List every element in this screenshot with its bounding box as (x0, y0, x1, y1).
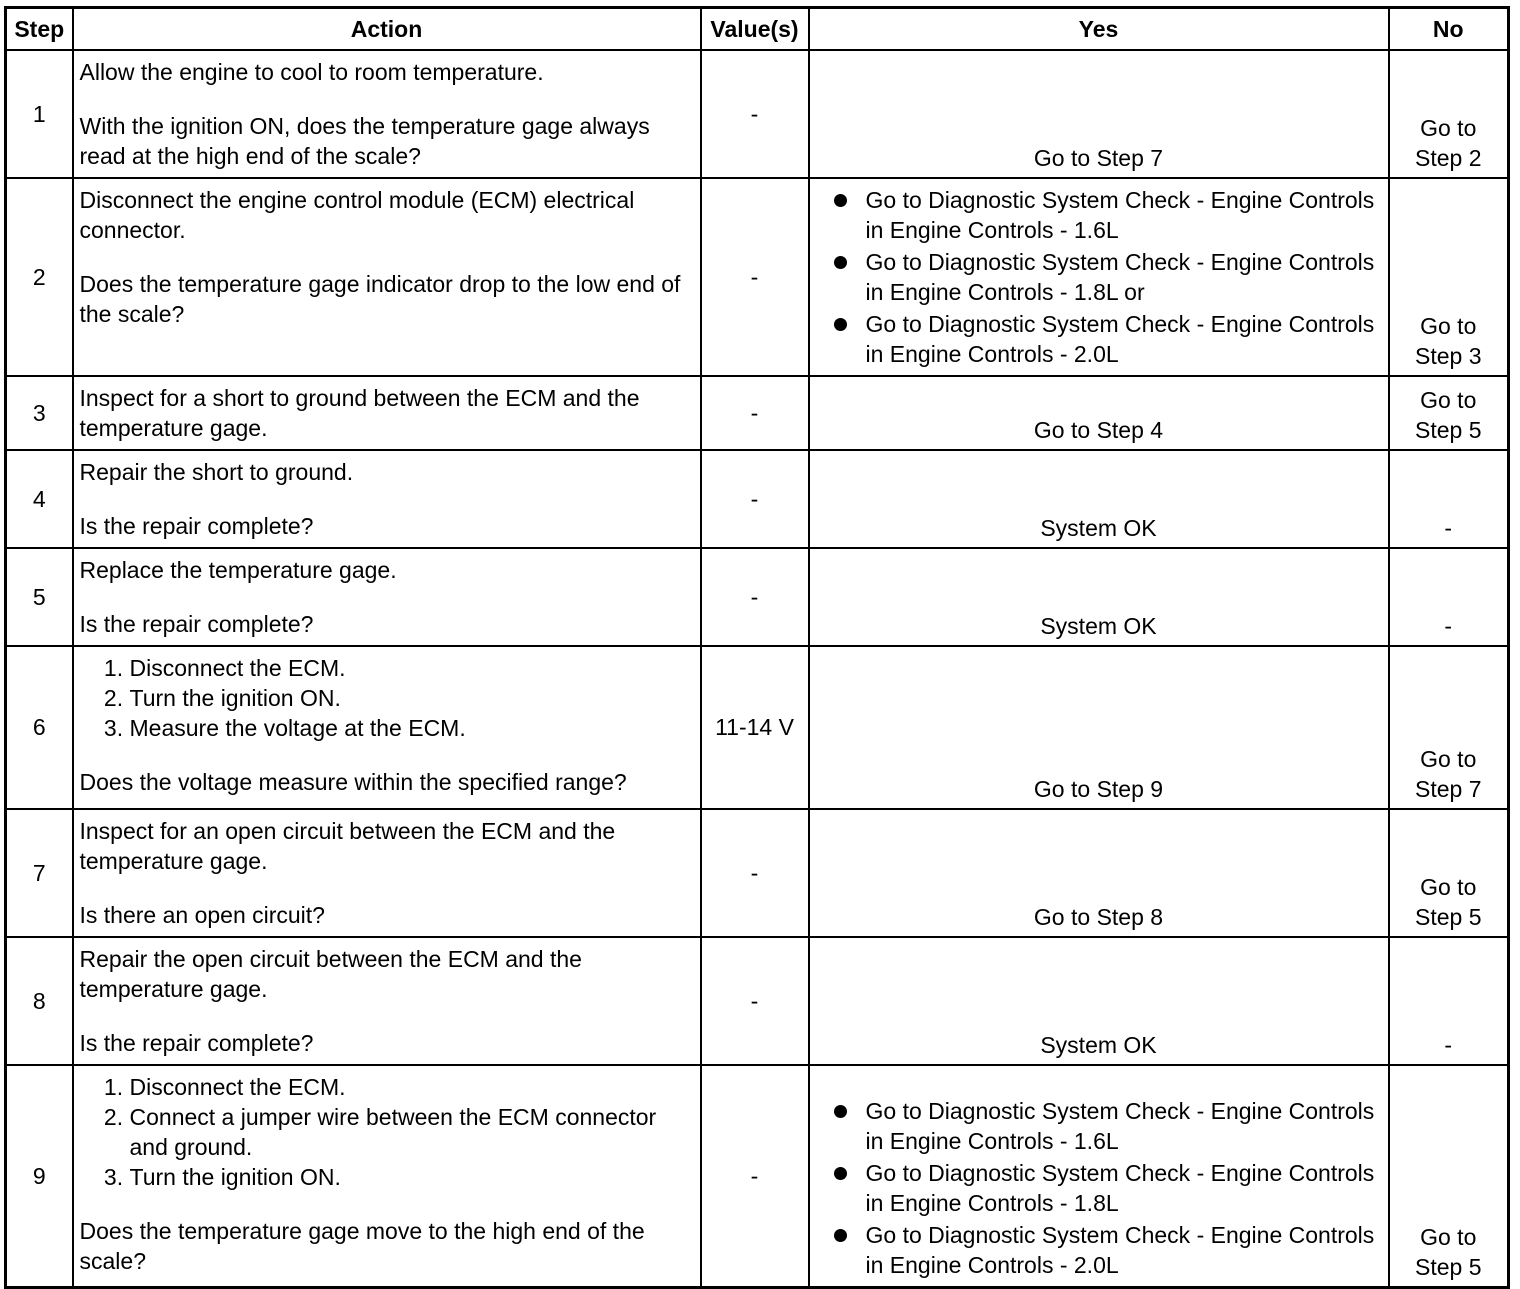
yes-cell (809, 178, 1389, 376)
action-question: Is the repair complete? (79, 512, 314, 539)
diagnostic-table (4, 6, 1510, 1289)
no-cell: Go to Step 3 (1389, 178, 1509, 376)
yes-cell: Go to Step 4 (809, 376, 1389, 450)
step-number: 6 (6, 646, 73, 809)
table-row (6, 376, 1509, 450)
header-no: No (1389, 8, 1509, 50)
yes-cell: Go to Step 9 (809, 646, 1389, 809)
step-number: 2 (6, 178, 73, 376)
table-row (6, 50, 1509, 178)
action-text: Allow the engine to cool to room temperature. (79, 58, 544, 85)
value-cell: - (701, 1065, 809, 1288)
action-text: Inspect for an open circuit between the ECM and the temperature gage. (79, 817, 616, 874)
action-steps (80, 1072, 694, 1192)
yes-cell (809, 1065, 1389, 1288)
list-item: Go to Diagnostic System Check - Engine Controls in Engine Controls - 1.8L or (828, 247, 1382, 307)
value-cell: 11-14 V (701, 646, 809, 809)
table-row (6, 450, 1509, 548)
action-text: Disconnect the engine control module (ECM) electrical connector. (79, 186, 635, 243)
header-yes: Yes (809, 8, 1389, 50)
header-step: Step (6, 8, 73, 50)
table-row (6, 1065, 1509, 1288)
action-cell (73, 450, 701, 548)
value-cell: - (701, 178, 809, 376)
list-item: 1. Disconnect the ECM. (130, 1072, 694, 1102)
list-item: Go to Diagnostic System Check - Engine Controls in Engine Controls - 1.8L (828, 1158, 1382, 1218)
action-question: Is there an open circuit? (79, 901, 325, 928)
no-cell: - (1389, 548, 1509, 646)
list-item: Go to Diagnostic System Check - Engine Controls in Engine Controls - 1.6L (828, 1096, 1382, 1156)
action-cell (73, 937, 701, 1065)
list-item: Go to Diagnostic System Check - Engine Controls in Engine Controls - 2.0L (828, 1220, 1382, 1280)
yes-list (828, 185, 1382, 369)
no-cell: Go to Step 7 (1389, 646, 1509, 809)
list-item: 3. Measure the voltage at the ECM. (130, 713, 694, 743)
value-cell: - (701, 376, 809, 450)
action-question: Does the voltage measure within the specified range? (79, 768, 627, 795)
table-row (6, 937, 1509, 1065)
header-row (6, 8, 1509, 50)
list-item: Go to Diagnostic System Check - Engine Controls in Engine Controls - 2.0L (828, 309, 1382, 369)
step-number: 3 (6, 376, 73, 450)
action-text: Repair the short to ground. (79, 458, 354, 485)
header-values: Value(s) (701, 8, 809, 50)
value-cell: - (701, 450, 809, 548)
yes-cell: System OK (809, 937, 1389, 1065)
action-question: Is the repair complete? (79, 1029, 314, 1056)
action-question: Is the repair complete? (79, 610, 314, 637)
yes-cell: System OK (809, 548, 1389, 646)
action-cell (73, 1065, 701, 1288)
action-cell (73, 178, 701, 376)
action-text: Inspect for a short to ground between the ECM and the temperature gage. (79, 384, 640, 441)
action-text: Repair the open circuit between the ECM and the temperature gage. (79, 945, 582, 1002)
step-number: 1 (6, 50, 73, 178)
step-number: 5 (6, 548, 73, 646)
step-number: 8 (6, 937, 73, 1065)
value-cell: - (701, 937, 809, 1065)
action-steps (80, 653, 694, 743)
action-question: With the ignition ON, does the temperature gage always read at the high end of the scale? (79, 112, 650, 169)
action-cell (73, 376, 701, 450)
action-text: Replace the temperature gage. (79, 556, 397, 583)
action-cell (73, 809, 701, 937)
value-cell: - (701, 809, 809, 937)
table-row (6, 178, 1509, 376)
value-cell: - (701, 50, 809, 178)
no-cell: - (1389, 450, 1509, 548)
table-row (6, 809, 1509, 937)
list-item: 2. Connect a jumper wire between the ECM connector and ground. (130, 1102, 694, 1162)
list-item: 3. Turn the ignition ON. (130, 1162, 694, 1192)
action-cell (73, 548, 701, 646)
no-cell: Go to Step 5 (1389, 1065, 1509, 1288)
no-cell: - (1389, 937, 1509, 1065)
yes-cell: Go to Step 7 (809, 50, 1389, 178)
no-cell: Go to Step 5 (1389, 809, 1509, 937)
list-item: Go to Diagnostic System Check - Engine Controls in Engine Controls - 1.6L (828, 185, 1382, 245)
list-item: 2. Turn the ignition ON. (130, 683, 694, 713)
value-cell: - (701, 548, 809, 646)
table-row (6, 646, 1509, 809)
action-cell (73, 646, 701, 809)
list-item: 1. Disconnect the ECM. (130, 653, 694, 683)
action-cell (73, 50, 701, 178)
step-number: 4 (6, 450, 73, 548)
step-number: 9 (6, 1065, 73, 1288)
no-cell: Go to Step 2 (1389, 50, 1509, 178)
no-cell: Go to Step 5 (1389, 376, 1509, 450)
step-number: 7 (6, 809, 73, 937)
yes-list (828, 1096, 1382, 1280)
table-row (6, 548, 1509, 646)
header-action: Action (73, 8, 701, 50)
action-question: Does the temperature gage move to the high end of the scale? (79, 1217, 645, 1274)
yes-cell: Go to Step 8 (809, 809, 1389, 937)
action-question: Does the temperature gage indicator drop to the low end of the scale? (79, 270, 681, 327)
yes-cell: System OK (809, 450, 1389, 548)
